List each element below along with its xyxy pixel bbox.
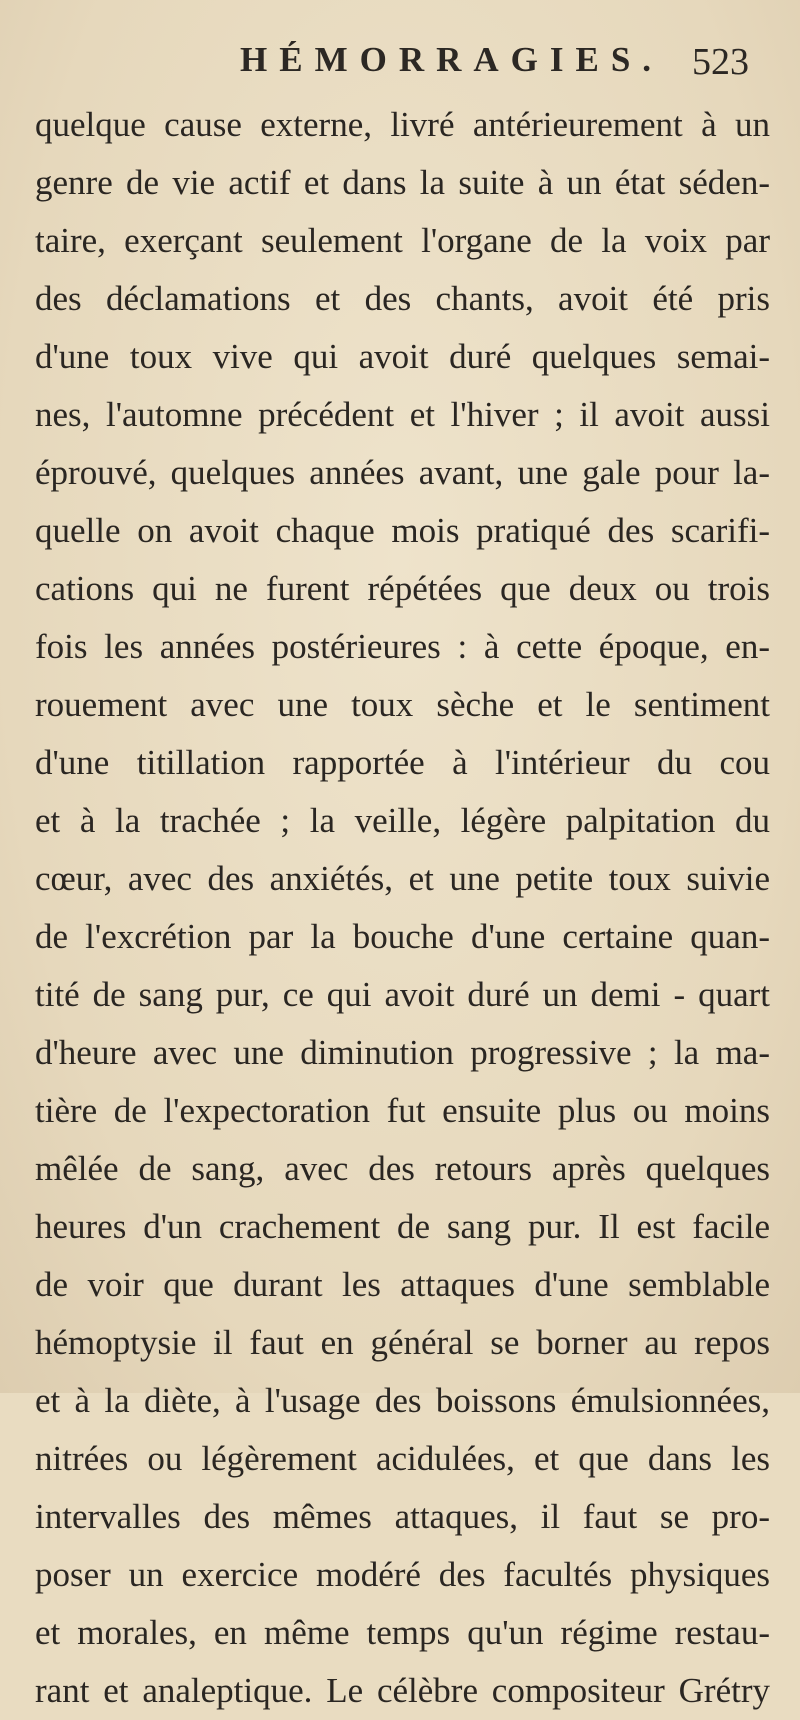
body-text: [35, 96, 770, 1720]
page-number: 523: [692, 41, 749, 83]
text-line: et à la trachée ; la veille, légère palpitation du: [35, 801, 770, 840]
text-line: tité de sang pur, ce qui avoit duré un demi - quart: [35, 975, 770, 1014]
text-line: mêlée de sang, avec des retours après quelques: [35, 1149, 770, 1188]
running-title: HÉMORRAGIES.: [240, 40, 664, 79]
text-line: et morales, en même temps qu'un régime restau-: [35, 1613, 770, 1652]
text-line: fois les années postérieures : à cette époque, en-: [35, 627, 770, 666]
text-line: quelle on avoit chaque mois pratiqué des scarifi-: [35, 511, 770, 550]
text-line: d'une titillation rapportée à l'intérieur du cou: [35, 743, 770, 782]
text-line: nitrées ou légèrement acidulées, et que dans les: [35, 1439, 770, 1478]
text-line: de l'excrétion par la bouche d'une certaine quan-: [35, 917, 770, 956]
text-line: heures d'un crachement de sang pur. Il est facile: [35, 1207, 770, 1246]
text-line: taire, exerçant seulement l'organe de la voix par: [35, 221, 770, 260]
text-line: intervalles des mêmes attaques, il faut se pro-: [35, 1497, 770, 1536]
text-line: genre de vie actif et dans la suite à un état séden-: [35, 163, 770, 202]
text-line: quelque cause externe, livré antérieurement à un: [35, 105, 770, 144]
text-line: rouement avec une toux sèche et le sentiment: [35, 685, 770, 724]
text-line: tière de l'expectoration fut ensuite plus ou moins: [35, 1091, 770, 1130]
text-line: d'une toux vive qui avoit duré quelques semai-: [35, 337, 770, 376]
text-line: hémoptysie il faut en général se borner au repos: [35, 1323, 770, 1362]
text-line: et à la diète, à l'usage des boissons émulsionnées,: [35, 1381, 770, 1420]
running-head: [0, 40, 800, 90]
text-line: éprouvé, quelques années avant, une gale pour la-: [35, 453, 770, 492]
text-line: nes, l'automne précédent et l'hiver ; il avoit aussi: [35, 395, 770, 434]
text-line: rant et analeptique. Le célèbre compositeur Grétry: [35, 1671, 770, 1710]
text-line: d'heure avec une diminution progressive ; la ma-: [35, 1033, 770, 1072]
text-line: poser un exercice modéré des facultés physiques: [35, 1555, 770, 1594]
text-line: cœur, avec des anxiétés, et une petite toux suivie: [35, 859, 770, 898]
text-line: cations qui ne furent répétées que deux ou trois: [35, 569, 770, 608]
text-line: des déclamations et des chants, avoit été pris: [35, 279, 770, 318]
text-line: de voir que durant les attaques d'une semblable: [35, 1265, 770, 1304]
